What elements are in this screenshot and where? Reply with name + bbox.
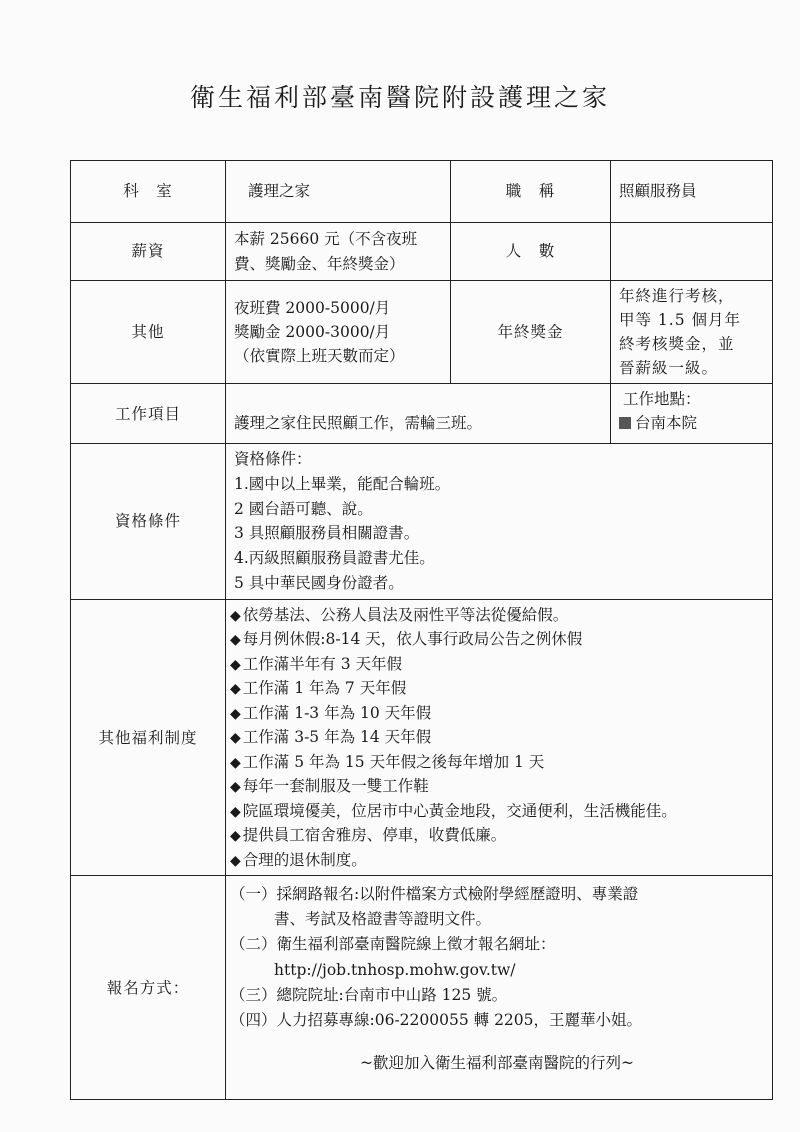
welfare-item-text: 合理的退休制度。 [242, 850, 367, 869]
welfare-item [230, 799, 764, 823]
diamond-bullet-icon: ◆ [230, 754, 241, 771]
welfare-label: 其他福利制度 [71, 599, 226, 875]
checkbox-filled-icon [619, 417, 631, 429]
welfare-item-text: 工作滿 3-5 年為 14 天年假 [242, 728, 432, 747]
welfare-item [230, 627, 764, 651]
other-label: 其他 [71, 281, 226, 384]
diamond-bullet-icon: ◆ [230, 852, 241, 869]
welfare-item-text: 提供員工宿舍雅房、停車，收費低廉。 [242, 826, 507, 845]
welfare-item-text: 工作滿半年有 3 天年假 [242, 654, 402, 673]
welfare-item-text: 依勞基法、公務人員法及兩性平等法從優給假。 [242, 605, 569, 624]
salary-value [226, 223, 451, 281]
row-dept [71, 161, 773, 223]
apply-value [226, 876, 773, 1100]
dept-label: 科 室 [71, 161, 226, 223]
bonus-line: 終考核獎金，並 [619, 335, 735, 354]
welfare-item [230, 774, 764, 798]
qual-label: 資格條件 [71, 444, 226, 600]
welfare-item [230, 725, 764, 749]
bonus-line: 晉薪級一級。 [619, 359, 719, 378]
apply-url: http://job.tnhosp.mohw.gov.tw/ [274, 960, 516, 979]
dept-value: 護理之家 [226, 161, 451, 223]
diamond-bullet-icon: ◆ [230, 730, 241, 747]
qual-line: 2 國台語可聽、說。 [234, 499, 373, 518]
bonus-line: 甲等 1.5 個月年 [619, 311, 742, 330]
welfare-item [230, 652, 764, 676]
work-value: 護理之家住民照顧工作，需輪三班。 [226, 384, 611, 444]
row-other [71, 281, 773, 384]
salary-line: 本薪 25660 元（不含夜班 [234, 230, 418, 249]
qual-line: 4.丙級照顧服務員證書尤佳。 [234, 549, 435, 568]
qual-line: 5 具中華民國身份證者。 [234, 574, 404, 593]
bonus-line: 年終進行考核， [619, 287, 735, 305]
apply-line: （一）採網路報名:以附件檔案方式檢附學經歷證明、專業證 [230, 885, 639, 904]
diamond-bullet-icon: ◆ [230, 779, 241, 796]
qual-line: 1.國中以上畢業，能配合輪班。 [234, 474, 451, 493]
title-label: 職 稱 [451, 161, 611, 223]
welfare-item [230, 848, 764, 872]
other-line: （依實際上班天數而定） [234, 347, 405, 366]
apply-line: （二）衛生福利部臺南醫院線上徵才報名網址： [230, 935, 556, 954]
closing-text: ~歡迎加入衛生福利部臺南醫院的行列~ [360, 1053, 634, 1072]
row-salary [71, 223, 773, 281]
qual-line: 資格條件： [234, 450, 312, 469]
diamond-bullet-icon: ◆ [230, 803, 241, 820]
welfare-item [230, 750, 764, 774]
location-value-wrap [619, 411, 764, 435]
welfare-item-text: 工作滿 1-3 年為 10 天年假 [242, 703, 432, 722]
diamond-bullet-icon: ◆ [230, 632, 241, 649]
document-title: 衛生福利部臺南醫院附設護理之家 [189, 83, 610, 112]
location-value: 台南本院 [635, 414, 698, 433]
other-line: 夜班費 2000-5000/月 [234, 299, 391, 317]
row-work [71, 384, 773, 444]
apply-line: （三）總院院址:台南市中山路 125 號。 [230, 985, 508, 1004]
diamond-bullet-icon: ◆ [230, 656, 241, 673]
apply-label: 報名方式： [71, 876, 226, 1100]
work-label: 工作項目 [71, 384, 226, 444]
diamond-bullet-icon: ◆ [230, 681, 241, 698]
apply-line: 書、考試及格證書等證明文件。 [274, 910, 492, 929]
qual-value [226, 444, 773, 600]
location-label: 工作地點： [623, 390, 701, 409]
diamond-bullet-icon: ◆ [230, 705, 241, 722]
welfare-item [230, 701, 764, 725]
other-line: 獎勵金 2000-3000/月 [234, 323, 391, 342]
bonus-label: 年終獎金 [451, 281, 611, 384]
headcount-value [611, 223, 773, 281]
salary-label: 薪資 [71, 223, 226, 281]
diamond-bullet-icon: ◆ [230, 828, 241, 845]
qual-line: 3 具照顧服務員相關證書。 [234, 524, 420, 543]
welfare-list [226, 599, 773, 875]
welfare-item-text: 工作滿 5 年為 15 天年假之後每年增加 1 天 [242, 752, 545, 771]
headcount-label: 人 數 [451, 223, 611, 281]
job-info-table [70, 160, 773, 1100]
row-qual [71, 444, 773, 600]
apply-line: （四）人力招募專線:06-2200055 轉 2205，王麗華小姐。 [230, 1010, 643, 1029]
row-welfare [71, 599, 773, 875]
other-value [226, 281, 451, 384]
row-apply [71, 876, 773, 1100]
salary-line: 費、獎勵金、年終獎金） [234, 254, 405, 273]
welfare-item [230, 676, 764, 700]
welfare-item-text: 每月例休假:8-14 天，依人事行政局公告之例休假 [242, 630, 583, 649]
welfare-item [230, 603, 764, 627]
welfare-item-text: 每年一套制服及一雙工作鞋 [242, 777, 429, 796]
bonus-value [611, 281, 773, 384]
welfare-item [230, 823, 764, 847]
welfare-item-text: 工作滿 1 年為 7 天年假 [242, 679, 407, 698]
title-value: 照顧服務員 [611, 161, 773, 223]
location-cell [611, 384, 773, 444]
welfare-item-text: 院區環境優美，位居市中心黃金地段，交通便利，生活機能佳。 [242, 801, 677, 820]
diamond-bullet-icon: ◆ [230, 607, 241, 624]
